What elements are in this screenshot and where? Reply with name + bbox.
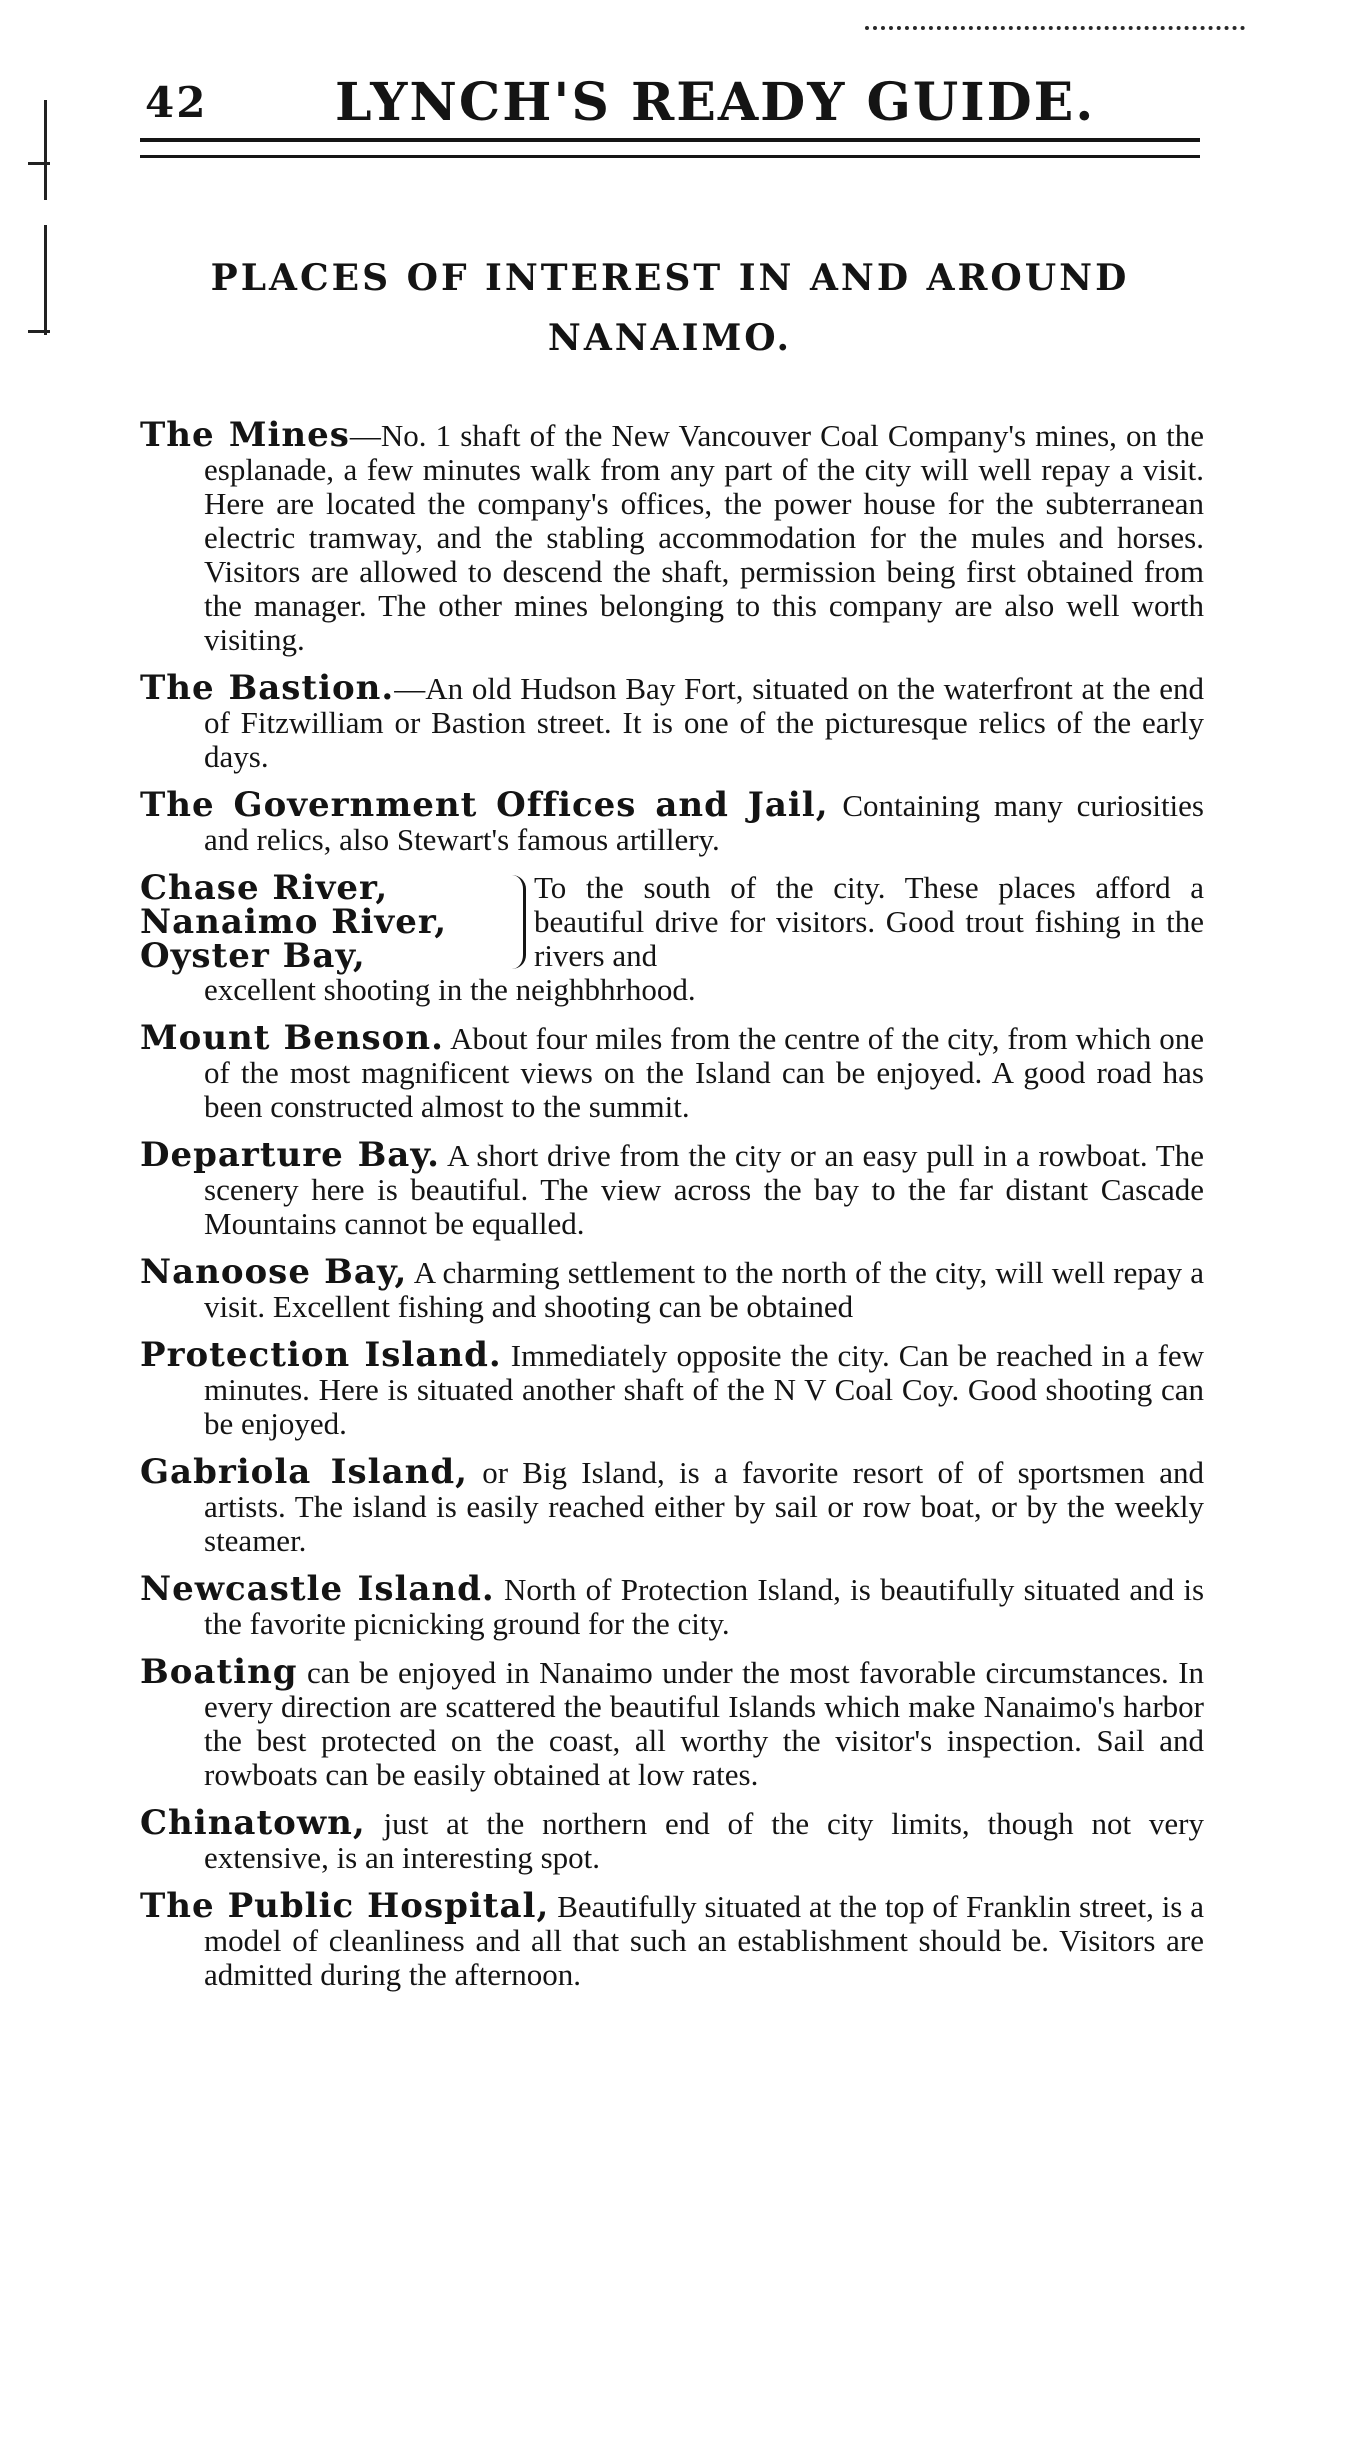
entries-list bbox=[140, 415, 1205, 2006]
entry-public-hospital bbox=[140, 1886, 1205, 1992]
entry-text: Immediately opposite the city. Can be reached in a few minutes. Here is situated another shaft of the N V Coal Coy. Good shooting can be enjoyed. bbox=[204, 1338, 1204, 1441]
group-names bbox=[140, 868, 512, 976]
entry-name: Newcastle Island. bbox=[140, 1569, 495, 1609]
entry-text: just at the northern end of the city limits, though not very extensive, is an interesting spot. bbox=[204, 1806, 1205, 1875]
header-double-rule bbox=[140, 138, 1200, 158]
entry-group-rivers bbox=[140, 868, 1204, 976]
entry-name: Protection Island. bbox=[140, 1335, 502, 1375]
group-name-chase-river: Chase River, bbox=[140, 868, 389, 908]
entry-text: A charming settlement to the north of the city, will well repay a visit. Excellent fishing and shooting can be obtained bbox=[204, 1255, 1205, 1324]
entry-name: The Bastion. bbox=[140, 668, 395, 708]
entry-departure-bay bbox=[140, 1135, 1204, 1241]
entry-text: An old Hudson Bay Fort, situated on the waterfront at the end of Fitzwilliam or Bastion street. It is one of the picturesque relics of the early days. bbox=[204, 671, 1204, 774]
scan-artifact-mark bbox=[865, 14, 1245, 30]
entry-chinatown bbox=[140, 1803, 1205, 1875]
entry-name: The Government Offices and Jail, bbox=[140, 785, 829, 825]
entry-name: Chinatown, bbox=[140, 1803, 366, 1843]
entry-name: Mount Benson. bbox=[140, 1018, 444, 1058]
entry-text: Containing many curiosities and relics, also Stewart's famous artillery. bbox=[204, 788, 1204, 857]
entry-text: or Big Island, is a favorite resort of of sportsmen and artists. The island is easily reached either by sail or row boat, or by the weekly steamer. bbox=[204, 1455, 1205, 1558]
group-brace bbox=[512, 875, 526, 969]
entry-gabriola-island bbox=[140, 1452, 1205, 1558]
entry-mount-benson bbox=[140, 1018, 1204, 1124]
binding-edge-marks bbox=[18, 60, 58, 350]
entry-text: No. 1 shaft of the New Vancouver Coal Company's mines, on the esplanade, a few minutes walk from any part of the city will well repay a visit. Here are located the company's offices, the power house for the subterranean electric tramway, and the stabling accommodation for the mules and horses. Visitors are allowed to descend the shaft, permission being first obtained from the manager. The other mines belonging to this company are also well worth visiting. bbox=[204, 418, 1204, 657]
group-name-nanaimo-river: Nanaimo River, bbox=[140, 902, 448, 942]
entry-text: A short drive from the city or an easy pull in a rowboat. The scenery here is beautiful. The view across the bay to the far distant Cascade Mountains cannot be equalled. bbox=[204, 1138, 1204, 1241]
entry-text: can be enjoyed in Nanaimo under the most favorable circumstances. In every direction are scattered the beautiful Islands which make Nanaimo's harbor the best protected on the coast, all worthy the visitor's inspection. Sail and rowboats can be easily obtained at low rates. bbox=[204, 1655, 1205, 1792]
entry-nanoose-bay bbox=[140, 1252, 1205, 1324]
entry-name: Gabriola Island, bbox=[140, 1452, 468, 1492]
entry-text: Beautifully situated at the top of Franklin street, is a model of cleanliness and all that such an establishment should be. Visitors are admitted during the afternoon. bbox=[204, 1889, 1205, 1992]
entry-name: Departure Bay. bbox=[140, 1135, 441, 1175]
entry-name: Boating bbox=[140, 1652, 298, 1692]
page-header bbox=[140, 70, 1200, 160]
running-title: LYNCH'S READY GUIDE. bbox=[335, 72, 1096, 133]
entry-name: Nanoose Bay, bbox=[140, 1252, 408, 1292]
entry-protection-island bbox=[140, 1335, 1204, 1441]
entry-name: The Mines bbox=[140, 415, 350, 455]
page-number: 42 bbox=[145, 78, 208, 127]
entry-newcastle-island bbox=[140, 1569, 1205, 1641]
entry-the-bastion: The Bastion.—An old Hudson Bay Fort, situated on the waterfront at the end of Fitzwilliam or Bastion street. It is one of the picturesque relics of the early days. bbox=[140, 668, 1204, 774]
group-text-tail: excellent shooting in the neighbhrhood. bbox=[204, 972, 696, 1007]
group-text: To the south of the city. These places afford a beautiful drive for visitors. Good trout fishing in the rivers and bbox=[534, 870, 1204, 973]
entry-text: About four miles from the centre of the city, from which one of the most magnificent views on the Island can be enjoyed. A good road has been constructed almost to the summit. bbox=[204, 1021, 1204, 1124]
entry-text: North of Protection Island, is beautifully situated and is the favorite picnicking ground for the city. bbox=[204, 1572, 1205, 1641]
group-name-oyster-bay: Oyster Bay, bbox=[140, 936, 366, 976]
entry-name: The Public Hospital, bbox=[140, 1886, 550, 1926]
entry-the-mines: The Mines—No. 1 shaft of the New Vancouver Coal Company's mines, on the esplanade, a few minutes walk from any part of the city will well repay a visit. Here are located the company's offices, the power house for the subterranean electric tramway, and the stabling accommodation for the mules and horses. Visitors are allowed to descend the shaft, permission being first obtained from the manager. The other mines belonging to this company are also well worth visiting. bbox=[140, 415, 1204, 657]
section-title: PLACES OF INTEREST IN AND AROUND NANAIMO. bbox=[210, 257, 1130, 359]
entry-government-offices bbox=[140, 785, 1204, 857]
entry-boating bbox=[140, 1652, 1205, 1792]
